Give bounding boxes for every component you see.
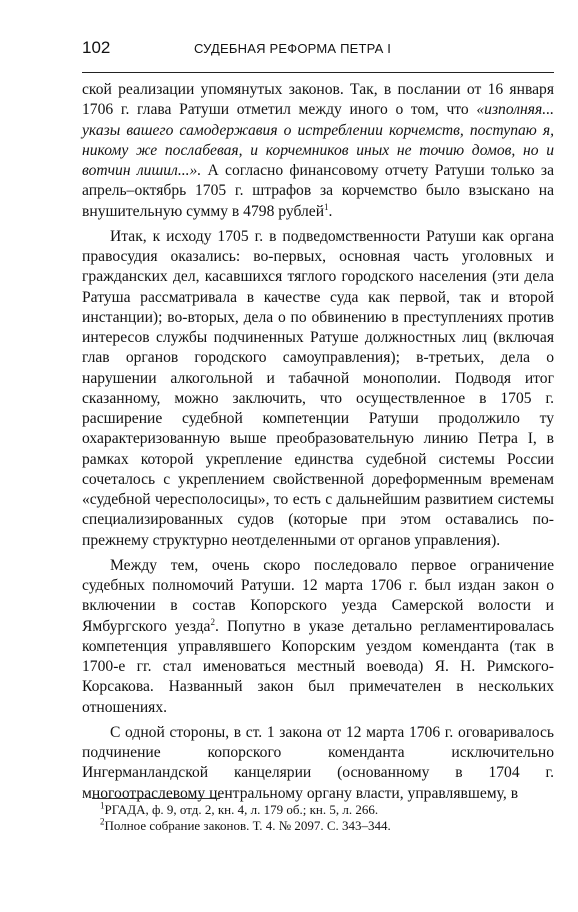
footnote-rule (92, 798, 220, 799)
footnote-1 (100, 802, 554, 818)
paragraph-3 (82, 556, 554, 718)
footnotes (100, 802, 554, 834)
paragraph-3-text: Между тем, очень скоро последовало первое ограничение судебных полномочий Ратуши. 12 марта 1706 г. был издан закон о включении в состав Копорского уезда Самерской волости и Ямбургского уезда (82, 556, 554, 635)
paragraph-3-text-cont: . Попутно в указе детально регламентировалась компетенция управлявшего Копорским уездом коменданта (так в 1700-е гг. стал именоваться местный воевода) Я. Н. Римского-Корсакова. Названный закон был примечателен в нескольких отношениях. (82, 617, 554, 716)
footnote-2-text: Полное собрание законов. Т. 4. № 2097. С. 343–344. (104, 818, 391, 833)
header-rule (82, 72, 554, 73)
page-header (82, 38, 554, 68)
footnote-1-text: РГАДА, ф. 9, отд. 2, кн. 4, л. 179 об.; кн. 5, л. 266. (104, 802, 379, 817)
paragraph-1 (82, 80, 554, 222)
footnote-ref-1[interactable]: 1 (324, 201, 329, 212)
footnote-ref-2[interactable]: 2 (210, 616, 215, 627)
paragraph-1-end: . (328, 202, 333, 220)
page-number: 102 (82, 38, 111, 57)
main-text (82, 80, 554, 804)
paragraph-1-text: ской реализации упомянутых законов. Так, в послании от 16 января 1706 г. глава Ратуши отметил между иного о том, что (82, 81, 554, 119)
paragraph-4: С одной стороны, в ст. 1 закона от 12 марта 1706 г. оговаривалось подчинение копорского коменданта исключительно Ингерманландской канцелярии (основанному в 1704 г. многоотраслевому центральному органу власти, управлявшему, в (82, 723, 554, 802)
quotation: «изполняя... указы вашего самодержавия о истреблении корчемств, поступаю я, никому же послабевая, и корчемников иных не точию домов, но и вотчин лишил...». (82, 101, 554, 179)
paragraph-1-text-cont: А согласно финансовому отчету Ратуши только за апрель–октябрь 1705 г. штрафов за корчемство было взыскано на внушительную сумму в 4798 рублей (82, 162, 554, 220)
footnote-mark-1: 1 (100, 800, 105, 811)
paragraph-2: Итак, к исходу 1705 г. в подведомственности Ратуши как органа правосудия оказались: во-первых, основная часть уголовных и гражданских дел, касавшихся тяглого городского населения (эти дела Ратуша рассматривала в качестве суда как первой, так и второй инстанции); во-вторых, дела о по обвинению в преступлениях против интересов службы подчиненных Ратуше должностных лиц (включая глав органов городского самоуправления); в-третьих, дела о нарушении алкогольной и табачной монополии. Подводя итог сказанному, можно заключить, что осуществленное в 1705 г. расширение судебной компетенции Ратуши продолжило ту охарактеризованную выше преобразовательную линию Петра I, в рамках которой укрепление единства судебной системы России сочеталось с укреплением свойственной дореформенным временам «судебной чересполосицы», то есть с дальнейшим развитием системы специализированных судов (которые при этом оставались по-прежнему структурно неотделенными от органов управления). (82, 227, 554, 549)
footnote-2 (100, 818, 554, 834)
footnote-mark-2: 2 (100, 816, 105, 827)
running-title: СУДЕБНАЯ РЕФОРМА ПЕТРА I (194, 41, 392, 56)
